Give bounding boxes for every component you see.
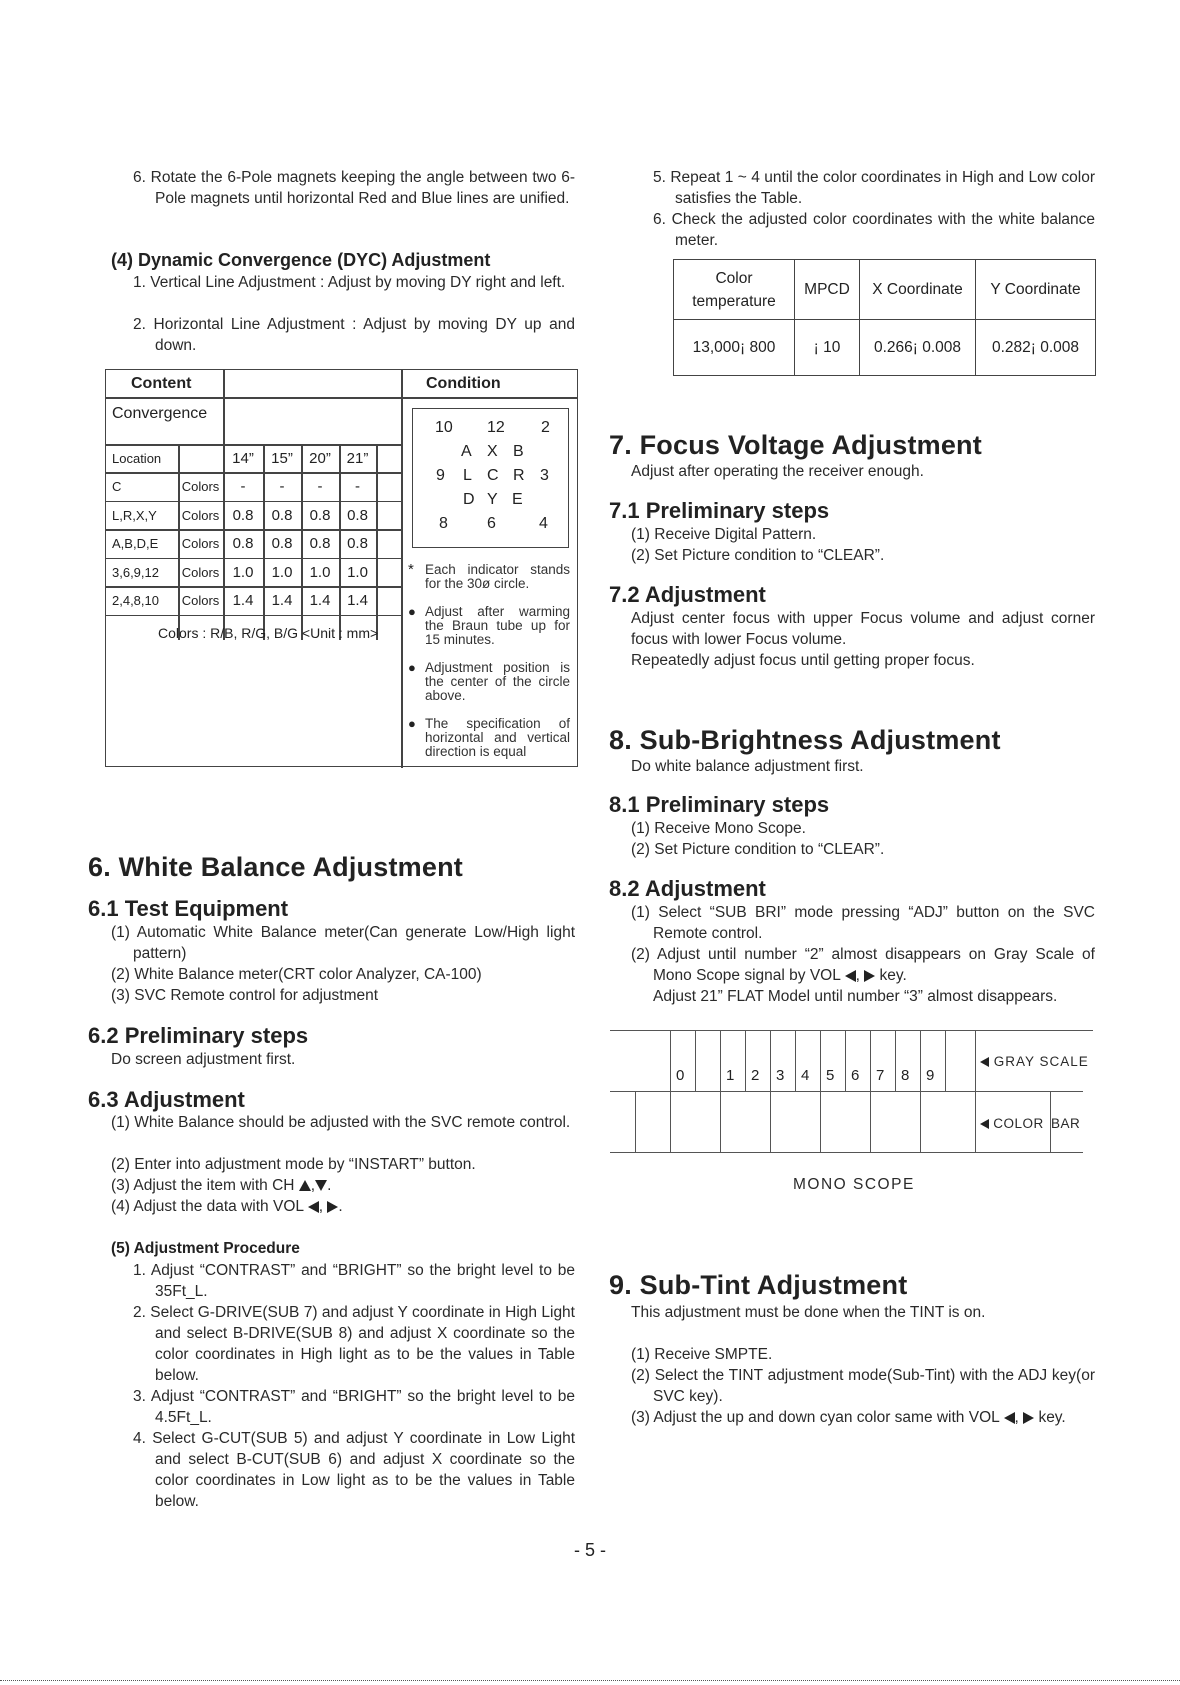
diag-e: E bbox=[512, 491, 523, 508]
row-unit: Colors bbox=[181, 507, 220, 523]
gray-scale-number: 7 bbox=[876, 1067, 885, 1084]
s63-item-4-text: (4) Adjust the data with VOL bbox=[111, 1198, 304, 1215]
gray-scale-number: 6 bbox=[851, 1067, 860, 1084]
section-9-title: 9. Sub-Tint Adjustment bbox=[609, 1270, 908, 1300]
s71-item-2: (2) Set Picture condition to “CLEAR”. bbox=[631, 547, 885, 564]
size-21: 21” bbox=[346, 450, 369, 467]
s63-item-2: (2) Enter into adjustment mode by “INSTART” button. bbox=[111, 1156, 476, 1173]
gray-scale-number: 9 bbox=[926, 1067, 935, 1084]
triangle-right-icon bbox=[1023, 1412, 1034, 1424]
triangle-left-icon bbox=[980, 1119, 989, 1129]
diag-8: 8 bbox=[439, 515, 448, 532]
bullet-icon: ● bbox=[408, 716, 416, 731]
dyc-heading: (4) Dynamic Convergence (DYC) Adjustment bbox=[111, 250, 491, 270]
triangle-left-icon bbox=[845, 970, 856, 982]
row-value: 0.8 bbox=[347, 535, 368, 552]
section-7-title: 7. Focus Voltage Adjustment bbox=[609, 430, 982, 460]
s9-item-3: (3) Adjust the up and down cyan color same with VOL , key. bbox=[631, 1409, 1066, 1426]
gray-scale-number: 5 bbox=[826, 1067, 835, 1084]
mono-scope-caption: MONO SCOPE bbox=[793, 1176, 915, 1193]
triangle-left-icon bbox=[308, 1201, 319, 1213]
size-20: 20” bbox=[309, 450, 331, 467]
size-15: 15” bbox=[271, 450, 293, 467]
row-value: 1.4 bbox=[309, 592, 331, 609]
diag-x: X bbox=[487, 443, 498, 460]
procedure-title: (5) Adjustment Procedure bbox=[111, 1240, 300, 1257]
gray-scale-number: 0 bbox=[676, 1067, 685, 1084]
location-label: Location bbox=[112, 451, 162, 466]
s9-item-3-text: (3) Adjust the up and down cyan color same with VOL bbox=[631, 1409, 1000, 1426]
row-unit: Colors bbox=[181, 536, 220, 551]
diag-2: 2 bbox=[541, 419, 550, 436]
bottom-dotted-border bbox=[0, 1680, 1180, 1681]
s9-item-2: (2) Select the TINT adjustment mode(Sub-Tint) with the ADJ key(or SVC key). bbox=[631, 1367, 1095, 1405]
ct-val-y: 0.282¡ 0.008 bbox=[976, 320, 1096, 376]
ct-val-mpcd: ¡ 10 bbox=[795, 320, 860, 376]
s9-text: This adjustment must be done when the TINT is on. bbox=[631, 1304, 986, 1321]
diag-b: B bbox=[513, 443, 524, 460]
note-warming: Adjust after warming the Braun tube up for 15 minutes. bbox=[425, 604, 570, 647]
row-location: L,R,X,Y bbox=[112, 507, 157, 523]
row-value: 0.8 bbox=[271, 506, 293, 524]
gray-scale-number: 4 bbox=[801, 1067, 810, 1084]
right-item-5: 5. Repeat 1 ~ 4 until the color coordinates in High and Low color satisfies the Table. bbox=[653, 169, 1095, 207]
dyc-step-1: 1. Vertical Line Adjustment : Adjust by moving DY right and left. bbox=[133, 274, 566, 291]
star-note: Each indicator stands for the 30ø circle. bbox=[425, 562, 570, 591]
row-value: 1.4 bbox=[271, 592, 293, 609]
ct-head-mpcd: MPCD bbox=[795, 260, 860, 320]
s63-item-3: (3) Adjust the item with CH , . bbox=[111, 1177, 332, 1194]
size-14: 14” bbox=[232, 450, 254, 467]
section-7-2-title: 7.2 Adjustment bbox=[609, 582, 766, 607]
s8-text: Do white balance adjustment first. bbox=[631, 758, 864, 775]
convergence-label: Convergence bbox=[112, 405, 208, 422]
diag-l: L bbox=[463, 467, 472, 484]
row-value: 1.0 bbox=[347, 563, 368, 581]
s9-item-3-key: key. bbox=[1038, 1409, 1066, 1426]
diag-6: 6 bbox=[487, 515, 496, 532]
row-value: - bbox=[355, 478, 360, 495]
s82-item-2-key: key. bbox=[879, 967, 907, 984]
convergence-diagram bbox=[412, 408, 569, 548]
row-location: 3,6,9,12 bbox=[112, 564, 159, 580]
triangle-left-icon bbox=[980, 1057, 989, 1067]
diag-10: 10 bbox=[435, 419, 453, 436]
page-number: - 5 - bbox=[573, 1540, 606, 1560]
gray-scale-number: 1 bbox=[726, 1067, 735, 1084]
row-value: - bbox=[317, 478, 323, 495]
ct-head-color-temp: Color temperature bbox=[674, 260, 795, 320]
row-location: 2,4,8,10 bbox=[112, 593, 159, 608]
note-position: Adjustment position is the center of the circle above. bbox=[425, 660, 570, 703]
diag-r: R bbox=[513, 467, 525, 484]
bar-label: BAR bbox=[1051, 1116, 1081, 1131]
s61-item-1: (1) Automatic White Balance meter(Can generate Low/High light pattern) bbox=[111, 924, 575, 962]
row-unit: Colors bbox=[181, 593, 220, 608]
row-unit: Colors bbox=[181, 564, 220, 580]
s63-item-1: (1) White Balance should be adjusted with the SVC remote control. bbox=[111, 1114, 571, 1131]
dyc-step-2: 2. Horizontal Line Adjustment : Adjust by moving DY up and down. bbox=[133, 316, 575, 354]
row-value: 1.0 bbox=[309, 563, 331, 581]
star-icon: * bbox=[408, 561, 414, 578]
bullet-icon: ● bbox=[408, 660, 416, 675]
head-condition: Condition bbox=[426, 375, 501, 392]
bullet-icon: ● bbox=[408, 604, 416, 619]
s82-item-2-text: (2) Adjust until number “2” almost disappears on Gray Scale of Mono Scope signal by VOL bbox=[631, 946, 1095, 984]
row-value: 1.4 bbox=[347, 592, 368, 609]
proc-step-1: 1. Adjust “CONTRAST” and “BRIGHT” so the bright level to be 35Ft_L. bbox=[133, 1262, 575, 1300]
triangle-up-icon bbox=[299, 1180, 311, 1191]
s61-item-3: (3) SVC Remote control for adjustment bbox=[111, 987, 379, 1004]
row-unit: Colors bbox=[181, 479, 220, 494]
diag-9: 9 bbox=[436, 467, 445, 484]
colors-note: Colors : R/B, R/G, B/G <Unit : mm> bbox=[158, 625, 379, 641]
row-value: - bbox=[240, 478, 246, 495]
triangle-right-icon bbox=[327, 1201, 338, 1213]
s82-item-2: (2) Adjust until number “2” almost disappears on Gray Scale of Mono Scope signal by VOL , key. bbox=[631, 946, 1095, 984]
s63-item-3-text: (3) Adjust the item with CH bbox=[111, 1177, 295, 1194]
triangle-left-icon bbox=[1004, 1412, 1015, 1424]
section-6-2-title: 6.2 Preliminary steps bbox=[88, 1023, 309, 1048]
section-8-2-title: 8.2 Adjustment bbox=[609, 876, 766, 901]
section-7-1-title: 7.1 Preliminary steps bbox=[609, 498, 830, 523]
diag-c: C bbox=[487, 467, 499, 484]
color-label bbox=[980, 1113, 1044, 1134]
s81-item-1: (1) Receive Mono Scope. bbox=[631, 820, 806, 837]
row-value: 1.4 bbox=[232, 592, 254, 609]
row-location: C bbox=[112, 479, 122, 494]
row-value: 0.8 bbox=[232, 535, 254, 552]
ct-val-x: 0.266¡ 0.008 bbox=[860, 320, 976, 376]
s61-item-2: (2) White Balance meter(CRT color Analyzer, CA-100) bbox=[111, 966, 482, 983]
gray-scale-label bbox=[980, 1051, 1089, 1072]
section-6-title: 6. White Balance Adjustment bbox=[88, 852, 463, 882]
s62-item-1: Do screen adjustment first. bbox=[111, 1051, 296, 1068]
triangle-down-icon bbox=[315, 1180, 327, 1191]
s82-item-3: Adjust 21” FLAT Model until number “3” almost disappears. bbox=[653, 988, 1058, 1005]
section-8-1-title: 8.1 Preliminary steps bbox=[609, 792, 830, 817]
right-item-6: 6. Check the adjusted color coordinates with the white balance meter. bbox=[653, 211, 1095, 249]
s72-text-2: Repeatedly adjust focus until getting proper focus. bbox=[631, 652, 975, 669]
row-value: - bbox=[279, 478, 285, 495]
row-value: 0.8 bbox=[309, 535, 331, 552]
row-location: A,B,D,E bbox=[112, 536, 159, 551]
ct-head-y: Y Coordinate bbox=[976, 260, 1096, 320]
proc-step-2: 2. Select G-DRIVE(SUB 7) and adjust Y coordinate in High Light and select B-DRIVE(SUB 8) and adjust X coordinate so the color coordinates in High light as to be the values in Table below. bbox=[133, 1304, 575, 1384]
diag-y: Y bbox=[487, 491, 498, 508]
proc-step-4: 4. Select G-CUT(SUB 5) and adjust Y coordinate in Low Light and select B-CUT(SUB 6) and adjust X coordinate so the color coordinates in Low light as to be the values in Table below. bbox=[133, 1430, 575, 1510]
s7-text: Adjust after operating the receiver enough. bbox=[631, 463, 924, 480]
row-value: 1.0 bbox=[232, 563, 254, 581]
gray-scale-number: 2 bbox=[751, 1067, 760, 1084]
s71-item-1: (1) Receive Digital Pattern. bbox=[631, 526, 817, 543]
proc-step-3: 3. Adjust “CONTRAST” and “BRIGHT” so the bright level to be 4.5Ft_L. bbox=[133, 1388, 575, 1426]
item-6-rotate: 6. Rotate the 6-Pole magnets keeping the angle between two 6-Pole magnets until horizontal Red and Blue lines are unified. bbox=[133, 169, 575, 207]
ct-val-temp: 13,000¡ 800 bbox=[674, 320, 795, 376]
gray-scale-number: 3 bbox=[776, 1067, 785, 1084]
row-value: 0.8 bbox=[347, 506, 368, 524]
section-6-3-title: 6.3 Adjustment bbox=[88, 1087, 245, 1112]
color-text: COLOR bbox=[993, 1116, 1044, 1131]
s81-item-2: (2) Set Picture condition to “CLEAR”. bbox=[631, 841, 885, 858]
row-value: 0.8 bbox=[232, 506, 254, 524]
ct-head-x: X Coordinate bbox=[860, 260, 976, 320]
row-value: 0.8 bbox=[271, 535, 293, 552]
section-8-title: 8. Sub-Brightness Adjustment bbox=[609, 725, 1001, 755]
gray-scale-text: GRAY SCALE bbox=[993, 1054, 1089, 1069]
s63-item-4: (4) Adjust the data with VOL , . bbox=[111, 1198, 343, 1215]
diag-4: 4 bbox=[539, 515, 548, 532]
row-value: 1.0 bbox=[271, 563, 293, 581]
diag-12: 12 bbox=[487, 419, 505, 436]
diag-3: 3 bbox=[540, 467, 549, 484]
gray-scale-number: 8 bbox=[901, 1067, 910, 1084]
section-6-1-title: 6.1 Test Equipment bbox=[88, 896, 289, 921]
s82-item-1: (1) Select “SUB BRI” mode pressing “ADJ” button on the SVC Remote control. bbox=[631, 904, 1095, 942]
note-spec: The specification of horizontal and vertical direction is equal bbox=[425, 716, 570, 759]
diag-a: A bbox=[461, 443, 472, 460]
s9-item-1: (1) Receive SMPTE. bbox=[631, 1346, 773, 1363]
color-temperature-table bbox=[673, 259, 1096, 376]
s72-text-1: Adjust center focus with upper Focus volume and adjust corner focus with lower Focus volume. bbox=[631, 610, 1095, 648]
triangle-right-icon bbox=[864, 970, 875, 982]
row-value: 0.8 bbox=[309, 506, 331, 524]
diag-d: D bbox=[463, 491, 475, 508]
head-content: Content bbox=[131, 375, 192, 392]
